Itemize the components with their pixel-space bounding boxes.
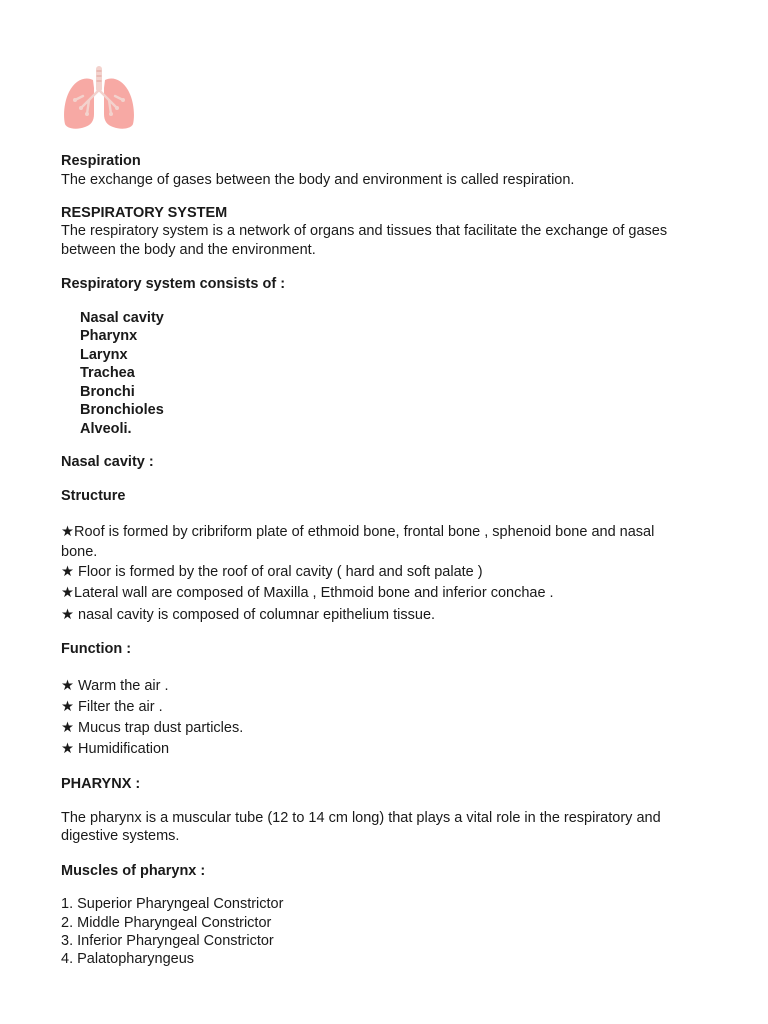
respiration-heading: Respiration xyxy=(61,153,141,169)
muscle-item: 3. Inferior Pharyngeal Constrictor xyxy=(61,933,274,949)
function-item: ★ Mucus trap dust particles. xyxy=(61,720,244,736)
pharynx-heading: PHARYNX : xyxy=(61,776,141,792)
pharynx-description-line2: digestive systems. xyxy=(61,828,180,844)
function-item: ★ Warm the air . xyxy=(61,678,169,694)
function-item: ★ Humidification xyxy=(61,741,170,757)
list-item: Larynx xyxy=(80,347,128,363)
respiratory-system-definition-line2: between the body and the environment. xyxy=(61,242,316,258)
structure-item: bone. xyxy=(61,544,98,560)
respiration-definition: The exchange of gases between the body and environment is called respiration. xyxy=(61,172,575,188)
structure-item: ★Roof is formed by cribriform plate of ethmoid bone, frontal bone , sphenoid bone and nasal xyxy=(61,524,655,540)
list-item: Bronchi xyxy=(80,384,135,400)
structure-item: ★Lateral wall are composed of Maxilla , Ethmoid bone and inferior conchae . xyxy=(61,585,554,601)
muscle-item: 2. Middle Pharyngeal Constrictor xyxy=(61,915,272,931)
nasal-cavity-heading: Nasal cavity : xyxy=(61,454,154,470)
pharynx-description-line1: The pharynx is a muscular tube (12 to 14 cm long) that plays a vital role in the respiratory and xyxy=(61,810,661,826)
structure-heading: Structure xyxy=(61,488,126,504)
list-item: Nasal cavity xyxy=(80,310,164,326)
muscles-heading: Muscles of pharynx : xyxy=(61,863,206,879)
respiratory-system-definition-line1: The respiratory system is a network of organs and tissues that facilitate the exchange of gases xyxy=(61,223,668,239)
list-item: Trachea xyxy=(80,365,135,381)
structure-item: ★ Floor is formed by the roof of oral cavity ( hard and soft palate ) xyxy=(61,564,483,580)
list-item: Bronchioles xyxy=(80,402,164,418)
muscle-item: 4. Palatopharyngeus xyxy=(61,951,195,967)
muscle-item: 1. Superior Pharyngeal Constrictor xyxy=(61,896,284,912)
function-heading: Function : xyxy=(61,641,132,657)
function-item: ★ Filter the air . xyxy=(61,699,163,715)
list-item: Pharynx xyxy=(80,328,138,344)
respiratory-system-heading: RESPIRATORY SYSTEM xyxy=(61,205,228,221)
list-item: Alveoli. xyxy=(80,421,132,437)
structure-item: ★ nasal cavity is composed of columnar epithelium tissue. xyxy=(61,607,436,623)
lungs-icon xyxy=(63,66,135,130)
consists-heading: Respiratory system consists of : xyxy=(61,276,286,292)
